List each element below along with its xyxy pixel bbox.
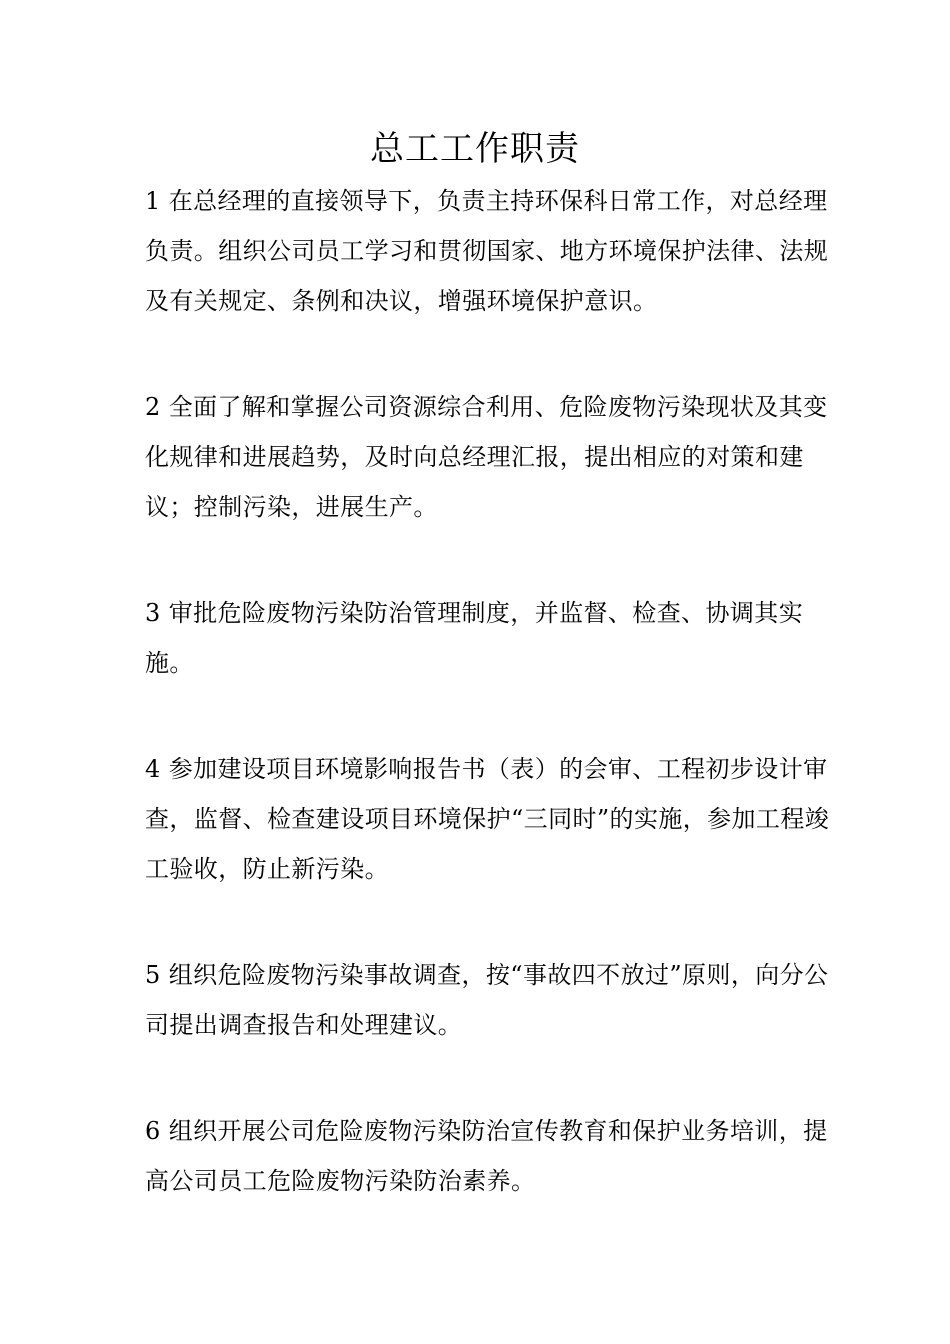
duty-paragraph-3: 3 审批危险废物污染防治管理制度，并监督、检查、协调其实施。: [145, 599, 804, 677]
page-title: 总工工作职责: [370, 129, 580, 169]
duty-paragraph-4: 4 参加建设项目环境影响报告书（表）的会审、工程初步设计审查，监督、检查建设项目环境保护“三同时”的实施，参加工程竣工验收，防止新污染。: [145, 755, 830, 883]
duty-paragraph-2: 2 全面了解和掌握公司资源综合利用、危险废物污染现状及其变化规律和进展趋势，及时向总经理汇报，提出相应的对策和建议；控制污染，进展生产。: [145, 393, 828, 521]
document-body: [145, 176, 835, 1262]
duty-paragraph-5: 5 组织危险废物污染事故调查，按“事故四不放过”原则，向分公司提出调查报告和处理建议。: [145, 961, 829, 1039]
duty-paragraph-6: 6 组织开展公司危险废物污染防治宣传教育和保护业务培训，提高公司员工危险废物污染防治素养。: [145, 1117, 828, 1195]
duty-paragraph-1: 1 在总经理的直接领导下，负责主持环保科日常工作，对总经理负责。组织公司员工学习和贯彻国家、地方环境保护法律、法规及有关规定、条例和决议，增强环境保护意识。: [145, 187, 829, 315]
